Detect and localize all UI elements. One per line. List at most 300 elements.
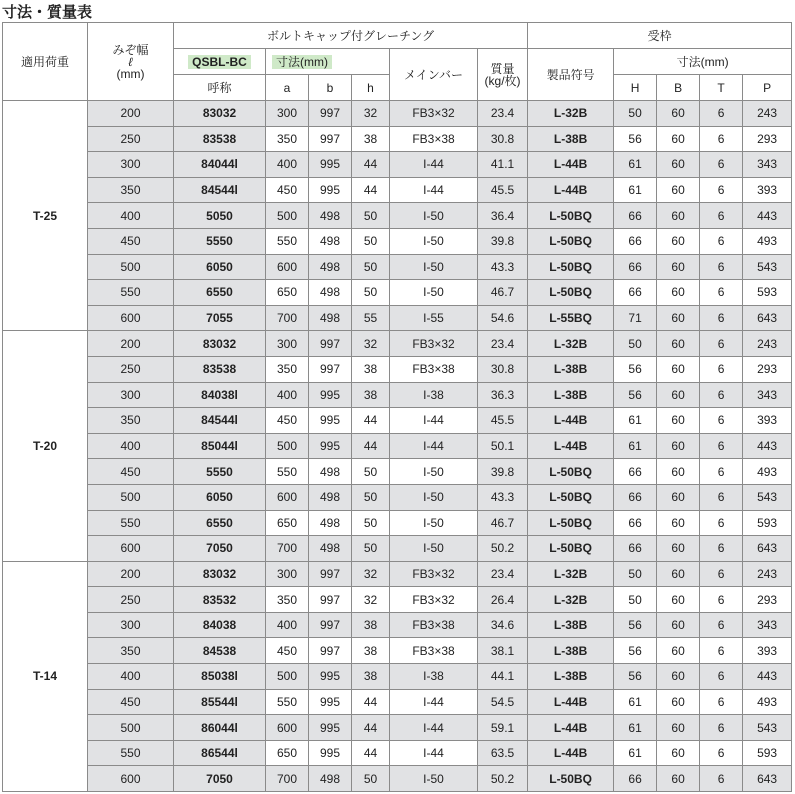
table-row [3, 587, 792, 613]
cell-P: 543 [743, 254, 792, 280]
cell-P: 393 [743, 408, 792, 434]
cell-T: 6 [700, 101, 743, 127]
cell-b: 997 [309, 638, 352, 664]
cell-H: 50 [614, 101, 657, 127]
cell-B: 60 [657, 254, 700, 280]
cell-mass: 50.1 [478, 433, 528, 459]
cell-H: 61 [614, 715, 657, 741]
header-a: a [266, 75, 309, 101]
cell-mainbar: I-50 [390, 228, 478, 254]
cell-b: 498 [309, 280, 352, 306]
cell-b: 995 [309, 664, 352, 690]
cell-H: 56 [614, 356, 657, 382]
cell-P: 243 [743, 561, 792, 587]
cell-width: 600 [88, 536, 174, 562]
spec-table [2, 22, 792, 792]
cell-a: 650 [266, 280, 309, 306]
cell-B: 60 [657, 126, 700, 152]
cell-product: L-38B [528, 382, 614, 408]
cell-T: 6 [700, 177, 743, 203]
cell-mainbar: I-44 [390, 715, 478, 741]
cell-mass: 38.1 [478, 638, 528, 664]
cell-mainbar: FB3×38 [390, 612, 478, 638]
cell-code: 83032 [174, 561, 266, 587]
cell-h: 38 [352, 638, 390, 664]
header-mass-line2: (kg/枚) [484, 73, 521, 88]
cell-b: 498 [309, 510, 352, 536]
cell-product: L-38B [528, 126, 614, 152]
cell-a: 450 [266, 638, 309, 664]
cell-B: 60 [657, 382, 700, 408]
cell-h: 50 [352, 203, 390, 229]
cell-H: 61 [614, 177, 657, 203]
header-width-line2: ℓ [128, 54, 133, 69]
cell-product: L-44B [528, 177, 614, 203]
header-mass-line1: 質量 [490, 61, 515, 76]
cell-mass: 43.3 [478, 254, 528, 280]
page-title: 寸法・質量表 [2, 3, 93, 21]
cell-mass: 43.3 [478, 484, 528, 510]
cell-product: L-32B [528, 331, 614, 357]
cell-h: 38 [352, 356, 390, 382]
cell-product: L-44B [528, 408, 614, 434]
cell-b: 498 [309, 484, 352, 510]
table-row [3, 689, 792, 715]
cell-h: 50 [352, 536, 390, 562]
cell-T: 6 [700, 433, 743, 459]
cell-h: 32 [352, 331, 390, 357]
cell-a: 300 [266, 331, 309, 357]
cell-a: 700 [266, 766, 309, 792]
cell-B: 60 [657, 740, 700, 766]
cell-mass: 50.2 [478, 766, 528, 792]
table-row [3, 561, 792, 587]
cell-width: 400 [88, 203, 174, 229]
cell-b: 498 [309, 459, 352, 485]
cell-P: 443 [743, 203, 792, 229]
table-row [3, 254, 792, 280]
cell-B: 60 [657, 484, 700, 510]
cell-T: 6 [700, 126, 743, 152]
cell-product: L-55BQ [528, 305, 614, 331]
cell-P: 643 [743, 305, 792, 331]
cell-a: 600 [266, 484, 309, 510]
cell-width: 300 [88, 612, 174, 638]
cell-mass: 50.2 [478, 536, 528, 562]
cell-P: 493 [743, 689, 792, 715]
cell-h: 38 [352, 126, 390, 152]
cell-product: L-50BQ [528, 459, 614, 485]
cell-P: 343 [743, 152, 792, 178]
cell-T: 6 [700, 664, 743, 690]
cell-mass: 59.1 [478, 715, 528, 741]
cell-b: 995 [309, 433, 352, 459]
cell-width: 500 [88, 715, 174, 741]
cell-width: 350 [88, 408, 174, 434]
cell-mainbar: I-50 [390, 484, 478, 510]
cell-mass: 26.4 [478, 587, 528, 613]
cell-mainbar: I-50 [390, 203, 478, 229]
cell-h: 38 [352, 664, 390, 690]
cell-T: 6 [700, 331, 743, 357]
cell-mainbar: I-44 [390, 177, 478, 203]
cell-B: 60 [657, 638, 700, 664]
cell-mainbar: I-50 [390, 536, 478, 562]
cell-h: 44 [352, 689, 390, 715]
cell-mass: 23.4 [478, 561, 528, 587]
table-row [3, 638, 792, 664]
table-row [3, 664, 792, 690]
cell-mass: 23.4 [478, 101, 528, 127]
cell-mass: 30.8 [478, 356, 528, 382]
cell-b: 995 [309, 408, 352, 434]
cell-P: 493 [743, 228, 792, 254]
cell-code: 85044l [174, 433, 266, 459]
cell-mainbar: FB3×32 [390, 561, 478, 587]
cell-H: 66 [614, 203, 657, 229]
cell-b: 995 [309, 382, 352, 408]
cell-T: 6 [700, 612, 743, 638]
cell-product: L-32B [528, 587, 614, 613]
cell-product: L-50BQ [528, 203, 614, 229]
cell-mainbar: FB3×32 [390, 587, 478, 613]
cell-H: 61 [614, 408, 657, 434]
cell-T: 6 [700, 740, 743, 766]
cell-a: 350 [266, 126, 309, 152]
cell-b: 997 [309, 356, 352, 382]
cell-b: 498 [309, 228, 352, 254]
cell-product: L-50BQ [528, 484, 614, 510]
cell-a: 500 [266, 203, 309, 229]
cell-a: 500 [266, 664, 309, 690]
table-row [3, 177, 792, 203]
cell-B: 60 [657, 766, 700, 792]
cell-H: 66 [614, 228, 657, 254]
cell-a: 700 [266, 536, 309, 562]
cell-B: 60 [657, 408, 700, 434]
cell-mass: 54.5 [478, 689, 528, 715]
cell-mainbar: I-50 [390, 459, 478, 485]
header-series [174, 49, 266, 75]
cell-mainbar: I-44 [390, 152, 478, 178]
cell-b: 997 [309, 587, 352, 613]
cell-H: 56 [614, 638, 657, 664]
cell-b: 997 [309, 101, 352, 127]
cell-H: 71 [614, 305, 657, 331]
cell-a: 600 [266, 254, 309, 280]
cell-a: 650 [266, 740, 309, 766]
load-group-label: T-20 [3, 331, 88, 561]
cell-H: 50 [614, 587, 657, 613]
cell-mass: 63.5 [478, 740, 528, 766]
cell-B: 60 [657, 715, 700, 741]
cell-P: 293 [743, 587, 792, 613]
table-row [3, 536, 792, 562]
cell-H: 66 [614, 459, 657, 485]
cell-H: 66 [614, 254, 657, 280]
cell-product: L-50BQ [528, 766, 614, 792]
cell-P: 393 [743, 638, 792, 664]
cell-b: 995 [309, 177, 352, 203]
cell-mass: 36.3 [478, 382, 528, 408]
cell-mass: 45.5 [478, 408, 528, 434]
header-product: 製品符号 [528, 49, 614, 101]
cell-width: 500 [88, 484, 174, 510]
cell-P: 593 [743, 510, 792, 536]
cell-width: 350 [88, 177, 174, 203]
cell-T: 6 [700, 715, 743, 741]
table-row [3, 382, 792, 408]
header-name: 呼称 [174, 75, 266, 101]
cell-a: 300 [266, 561, 309, 587]
cell-P: 443 [743, 664, 792, 690]
cell-T: 6 [700, 382, 743, 408]
cell-b: 997 [309, 126, 352, 152]
cell-width: 250 [88, 126, 174, 152]
cell-H: 66 [614, 484, 657, 510]
load-group-label: T-25 [3, 101, 88, 331]
cell-mainbar: I-50 [390, 254, 478, 280]
cell-H: 66 [614, 536, 657, 562]
cell-b: 498 [309, 203, 352, 229]
cell-code: 86544l [174, 740, 266, 766]
cell-mainbar: FB3×38 [390, 356, 478, 382]
series-label: QSBL-BC [188, 55, 251, 69]
cell-mainbar: FB3×32 [390, 101, 478, 127]
cell-code: 83538 [174, 126, 266, 152]
cell-mainbar: I-38 [390, 382, 478, 408]
cell-a: 400 [266, 612, 309, 638]
cell-mainbar: I-55 [390, 305, 478, 331]
cell-mainbar: FB3×32 [390, 331, 478, 357]
cell-P: 493 [743, 459, 792, 485]
cell-T: 6 [700, 689, 743, 715]
cell-T: 6 [700, 228, 743, 254]
header-width-line1: みぞ幅 [112, 42, 149, 57]
cell-h: 50 [352, 484, 390, 510]
cell-code: 6050 [174, 484, 266, 510]
cell-code: 6050 [174, 254, 266, 280]
cell-product: L-38B [528, 612, 614, 638]
cell-product: L-38B [528, 638, 614, 664]
cell-code: 7055 [174, 305, 266, 331]
cell-a: 700 [266, 305, 309, 331]
cell-a: 500 [266, 433, 309, 459]
cell-T: 6 [700, 280, 743, 306]
cell-mass: 34.6 [478, 612, 528, 638]
cell-a: 400 [266, 382, 309, 408]
cell-a: 600 [266, 715, 309, 741]
cell-B: 60 [657, 587, 700, 613]
cell-H: 56 [614, 382, 657, 408]
cell-code: 84038l [174, 382, 266, 408]
cell-B: 60 [657, 459, 700, 485]
cell-a: 450 [266, 177, 309, 203]
cell-B: 60 [657, 356, 700, 382]
cell-B: 60 [657, 510, 700, 536]
dims-label: 寸法(mm) [272, 55, 332, 69]
cell-mass: 46.7 [478, 510, 528, 536]
cell-code: 84044l [174, 152, 266, 178]
cell-code: 85544l [174, 689, 266, 715]
cell-a: 400 [266, 152, 309, 178]
cell-B: 60 [657, 177, 700, 203]
cell-code: 6550 [174, 280, 266, 306]
cell-h: 44 [352, 177, 390, 203]
cell-product: L-50BQ [528, 510, 614, 536]
header-mainbar: メインバー [390, 49, 478, 101]
header-dims [266, 49, 390, 75]
cell-mass: 44.1 [478, 664, 528, 690]
cell-mass: 54.6 [478, 305, 528, 331]
cell-product: L-32B [528, 101, 614, 127]
cell-H: 66 [614, 280, 657, 306]
cell-h: 50 [352, 459, 390, 485]
cell-width: 450 [88, 228, 174, 254]
cell-P: 293 [743, 126, 792, 152]
cell-mass: 41.1 [478, 152, 528, 178]
cell-code: 84038 [174, 612, 266, 638]
header-frame: 受枠 [528, 23, 792, 49]
cell-h: 44 [352, 740, 390, 766]
cell-h: 38 [352, 612, 390, 638]
cell-P: 243 [743, 101, 792, 127]
cell-width: 200 [88, 561, 174, 587]
cell-b: 995 [309, 152, 352, 178]
cell-b: 498 [309, 536, 352, 562]
cell-T: 6 [700, 356, 743, 382]
cell-product: L-44B [528, 715, 614, 741]
cell-mainbar: I-50 [390, 510, 478, 536]
cell-h: 32 [352, 587, 390, 613]
cell-code: 83538 [174, 356, 266, 382]
cell-T: 6 [700, 587, 743, 613]
cell-h: 44 [352, 433, 390, 459]
header-width-line3: (mm) [116, 66, 145, 81]
table-row [3, 740, 792, 766]
cell-T: 6 [700, 254, 743, 280]
header-grating: ボルトキャップ付グレーチング [174, 23, 528, 49]
cell-B: 60 [657, 561, 700, 587]
cell-B: 60 [657, 203, 700, 229]
cell-a: 300 [266, 101, 309, 127]
cell-mainbar: I-50 [390, 766, 478, 792]
cell-code: 83032 [174, 331, 266, 357]
cell-H: 56 [614, 126, 657, 152]
cell-h: 44 [352, 152, 390, 178]
cell-a: 550 [266, 459, 309, 485]
cell-h: 50 [352, 228, 390, 254]
cell-h: 44 [352, 408, 390, 434]
cell-a: 350 [266, 356, 309, 382]
cell-b: 498 [309, 766, 352, 792]
cell-width: 600 [88, 766, 174, 792]
cell-h: 38 [352, 382, 390, 408]
cell-T: 6 [700, 510, 743, 536]
header-b: b [309, 75, 352, 101]
cell-B: 60 [657, 689, 700, 715]
cell-h: 50 [352, 280, 390, 306]
cell-T: 6 [700, 561, 743, 587]
cell-P: 593 [743, 740, 792, 766]
cell-width: 550 [88, 510, 174, 536]
cell-T: 6 [700, 203, 743, 229]
cell-code: 5550 [174, 459, 266, 485]
cell-H: 66 [614, 766, 657, 792]
cell-P: 543 [743, 484, 792, 510]
cell-product: L-50BQ [528, 280, 614, 306]
header-load: 適用荷重 [3, 23, 88, 101]
cell-product: L-44B [528, 433, 614, 459]
cell-b: 997 [309, 561, 352, 587]
cell-code: 86044l [174, 715, 266, 741]
cell-mainbar: I-44 [390, 433, 478, 459]
cell-h: 50 [352, 766, 390, 792]
cell-width: 300 [88, 152, 174, 178]
cell-width: 200 [88, 331, 174, 357]
cell-product: L-44B [528, 689, 614, 715]
cell-mass: 46.7 [478, 280, 528, 306]
cell-product: L-44B [528, 740, 614, 766]
table-row [3, 510, 792, 536]
table-row [3, 331, 792, 357]
cell-width: 250 [88, 356, 174, 382]
header-P: P [743, 75, 792, 101]
cell-code: 5050 [174, 203, 266, 229]
cell-P: 643 [743, 766, 792, 792]
table-row [3, 126, 792, 152]
cell-b: 498 [309, 305, 352, 331]
cell-width: 300 [88, 382, 174, 408]
cell-b: 997 [309, 331, 352, 357]
cell-P: 343 [743, 612, 792, 638]
cell-width: 250 [88, 587, 174, 613]
cell-B: 60 [657, 305, 700, 331]
cell-H: 61 [614, 433, 657, 459]
table-row [3, 152, 792, 178]
header-B: B [657, 75, 700, 101]
table-row [3, 356, 792, 382]
cell-T: 6 [700, 408, 743, 434]
cell-T: 6 [700, 766, 743, 792]
cell-width: 400 [88, 664, 174, 690]
load-group-label: T-14 [3, 561, 88, 791]
cell-width: 450 [88, 689, 174, 715]
cell-code: 5550 [174, 228, 266, 254]
cell-mainbar: I-44 [390, 408, 478, 434]
header-width [88, 23, 174, 101]
cell-T: 6 [700, 536, 743, 562]
cell-H: 50 [614, 561, 657, 587]
cell-B: 60 [657, 331, 700, 357]
cell-T: 6 [700, 305, 743, 331]
cell-code: 7050 [174, 766, 266, 792]
table-row [3, 408, 792, 434]
cell-mainbar: I-44 [390, 740, 478, 766]
cell-h: 50 [352, 254, 390, 280]
cell-mass: 36.4 [478, 203, 528, 229]
cell-width: 400 [88, 433, 174, 459]
cell-H: 66 [614, 510, 657, 536]
cell-B: 60 [657, 152, 700, 178]
cell-h: 44 [352, 715, 390, 741]
cell-B: 60 [657, 536, 700, 562]
header-mass [478, 49, 528, 101]
cell-H: 61 [614, 152, 657, 178]
cell-P: 543 [743, 715, 792, 741]
cell-a: 650 [266, 510, 309, 536]
table-row [3, 203, 792, 229]
